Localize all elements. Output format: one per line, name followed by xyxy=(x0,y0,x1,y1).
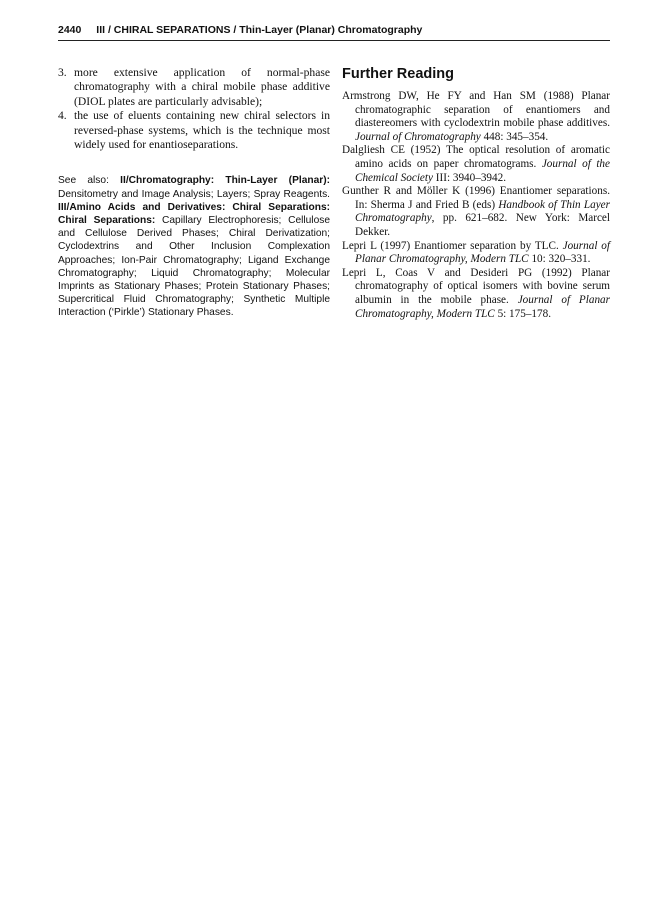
section-title: III / CHIRAL SEPARATIONS / Thin-Layer (Planar) Chromatography xyxy=(96,24,423,36)
reference-item xyxy=(342,240,610,267)
reference-item xyxy=(342,267,610,321)
reference-item xyxy=(342,185,610,239)
reference-source: Journal of Chromatography xyxy=(355,130,481,143)
list-item xyxy=(58,109,330,152)
reference-text: Armstrong DW, He FY and Han SM (1988) Planar chromatographic separation of enantiomers and diastereomers with cyclodextrin mobile phase additives. xyxy=(342,90,610,130)
page-number: 2440 xyxy=(58,24,82,36)
reference-source: Handbook of Thin Layer Chromatography xyxy=(355,198,610,225)
reference-text: Gunther R and Möller K (1996) Enantiomer separations. In: Sherma J and Fried B (eds) xyxy=(342,185,610,211)
list-item xyxy=(58,66,330,109)
reference-source: Journal of Planar Chromatography, Modern TLC xyxy=(355,293,610,320)
see-also-prefix: See also: xyxy=(58,175,121,187)
reference-source: Journal of the Chemical Society xyxy=(355,157,610,184)
reference-text: Lepri L (1997) Enantiomer separation by TLC. xyxy=(342,239,563,252)
right-column xyxy=(342,66,610,321)
see-also-link-amino-acids[interactable]: III/Amino Acids and Derivatives: Chiral Separations: Chiral Separations: xyxy=(58,201,330,227)
further-reading-title: Further Reading xyxy=(342,66,454,82)
item-text: the use of eluents containing new chiral selectors in reversed-phase systems, which is the technique most widely used for enantioseparations. xyxy=(74,109,330,152)
item-number: 3. xyxy=(58,66,67,79)
left-column xyxy=(58,66,330,330)
reference-source: Journal of Planar Chromatography, Modern TLC xyxy=(355,239,610,266)
reference-item xyxy=(342,90,610,144)
reference-text: Dalgliesh CE (1952) The optical resolution of aromatic amino acids on paper chromatograms. xyxy=(342,144,610,170)
reference-list xyxy=(342,90,610,321)
reference-item xyxy=(342,144,610,185)
reference-pages: 5: 175–178. xyxy=(494,307,552,320)
reference-pages: III: 3940–3942. xyxy=(432,171,507,184)
reference-text: Lepri L, Coas V and Desideri PG (1992) Planar chromatography of optical isomers with bovine serum albumin in the mobile phase. xyxy=(342,266,610,306)
see-also xyxy=(58,174,330,319)
item-number: 4. xyxy=(58,109,67,123)
see-also-text: Densitometry and Image Analysis; Layers; Spray Reagents. xyxy=(58,188,330,200)
see-also-text: Capillary Electrophoresis; Cellulose and Cellulose Derived Phases; Chiral Derivatization; Cyclodextrins and Other Inclusion Complexation Approaches; Ion-Pair Chromatography; Ligand Exchange Chromatography; Liquid Chromatography; Molecular Imprints as Stationary Phases; Protein Stationary Phases; Supercritical Fluid Chromatography; Synthetic Multiple Interaction (‘Pirkle’) Stationary Phases. xyxy=(58,215,330,319)
reference-pages: 10: 320–331. xyxy=(528,253,591,266)
item-text: more extensive application of normal-phase chromatography with a chiral mobile phase additive (DIOL plates are particularly advisable); xyxy=(74,66,330,108)
running-header xyxy=(58,24,610,41)
numbered-list xyxy=(58,66,330,152)
reference-pages: , pp. 621–682. New York: Marcel Dekker. xyxy=(355,212,610,238)
see-also-link-chromatography[interactable]: II/Chromatography: Thin-Layer (Planar): xyxy=(120,175,331,187)
reference-pages: 448: 345–354. xyxy=(480,130,549,143)
